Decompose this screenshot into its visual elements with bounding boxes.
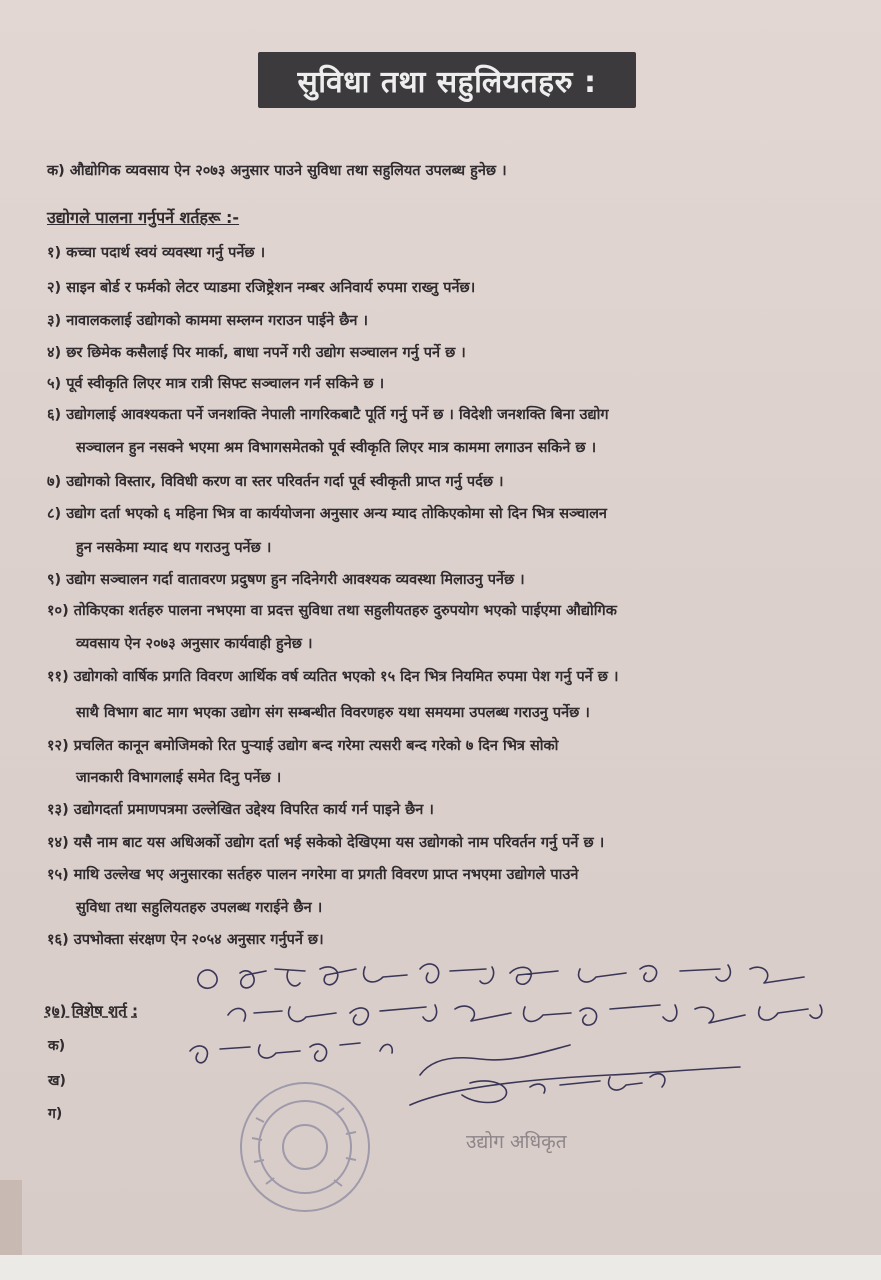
- condition-line: २) साइन बोर्ड र फर्मको लेटर प्याडमा रजिष्ट्रेशन नम्बर अनिवार्य रुपमा राख्नु पर्नेछ।: [47, 280, 476, 296]
- special-conditions-heading: १७) विशेष शर्त :: [44, 1002, 138, 1020]
- condition-line: ८) उद्योग दर्ता भएको ६ महिना भित्र वा कार्ययोजना अनुसार अन्य म्याद तोकिएकोमा सो दिन भित्र सञ्चालन: [47, 506, 607, 522]
- condition-line: ७) उद्योगको विस्तार, विविधी करण वा स्तर परिवर्तन गर्दा पूर्व स्वीकृती प्राप्त गर्नु पर्दछ ।: [47, 474, 504, 490]
- condition-line: ५) पूर्व स्वीकृति लिएर मात्र रात्री सिफ्ट सञ्चालन गर्न सकिने छ ।: [47, 376, 385, 392]
- document-title: सुविधा तथा सहुलियतहरु :: [258, 52, 636, 108]
- office-stamp: [236, 1078, 374, 1216]
- condition-line: १) कच्चा पदार्थ स्वयं व्यवस्था गर्नु पर्नेछ ।: [47, 245, 266, 261]
- condition-line: सुविधा तथा सहुलियतहरु उपलब्ध गराईने छैन ।: [76, 900, 323, 916]
- special-item: क): [48, 1038, 66, 1054]
- condition-line: १३) उद्योगदर्ता प्रमाणपत्रमा उल्लेखित उद्देश्य विपरित कार्य गर्न पाइने छैन ।: [47, 802, 434, 818]
- condition-line: १०) तोकिएका शर्तहरु पालना नभएमा वा प्रदत्त सुविधा तथा सहुलीयतहरु दुरुपयोग भएको पाईएमा औद्योगिक: [47, 603, 617, 619]
- condition-line: ४) छर छिमेक कसैलाई पिर मार्का, बाधा नपर्ने गरी उद्योग सञ्चालन गर्नु पर्ने छ ।: [47, 345, 466, 361]
- condition-line: जानकारी विभागलाई समेत दिनु पर्नेछ ।: [76, 770, 282, 786]
- condition-line: हुन नसकेमा म्याद थप गराउनु पर्नेछ ।: [76, 540, 272, 556]
- special-item: ग): [48, 1106, 63, 1122]
- condition-line: साथै विभाग बाट माग भएका उद्योग संग सम्बन्धीत विवरणहरु यथा समयमा उपलब्ध गराउनु पर्नेछ ।: [76, 705, 590, 721]
- officer-label: उद्योग अधिकृत: [466, 1131, 567, 1153]
- special-item: ख): [48, 1073, 66, 1089]
- condition-line: ११) उद्योगको वार्षिक प्रगति विवरण आर्थिक वर्ष व्यतित भएको १५ दिन भित्र नियमित रुपमा पेश गर्नु पर्ने छ ।: [47, 669, 619, 685]
- conditions-heading: उद्योगले पालना गर्नुपर्ने शर्तहरू :-: [47, 208, 240, 227]
- condition-line: १४) यसै नाम बाट यस अधिअर्को उद्योग दर्ता भई सकेको देखिएमा यस उद्योगको नाम परिवर्तन गर्नु पर्ने छ ।: [47, 835, 605, 851]
- condition-line: ३) नावालकलाई उद्योगको काममा सम्लग्न गराउन पाईने छैन ।: [47, 313, 368, 329]
- condition-line: व्यवसाय ऐन २०७३ अनुसार कार्यवाही हुनेछ ।: [76, 636, 313, 652]
- paper-edge: [0, 1180, 22, 1260]
- condition-line: ६) उद्योगलाई आवश्यकता पर्ने जनशक्ति नेपाली नागरिकबाटै पूर्ति गर्नु पर्ने छ । विदेशी जनशक्ति बिना उद्योग: [47, 407, 609, 423]
- condition-line: १५) माथि उल्लेख भए अनुसारका सर्तहरु पालन नगरेमा वा प्रगती विवरण प्राप्त नभएमा उद्योगले पाउने: [47, 867, 579, 883]
- intro-text: क) औद्योगिक व्यवसाय ऐन २०७३ अनुसार पाउने सुविधा तथा सहुलियत उपलब्ध हुनेछ ।: [47, 163, 507, 179]
- condition-line: ९) उद्योग सञ्चालन गर्दा वातावरण प्रदुषण हुन नदिनेगरी आवश्यक व्यवस्था मिलाउनु पर्नेछ ।: [47, 572, 525, 588]
- condition-line: सञ्चालन हुन नसक्ने भएमा श्रम विभागसमेतको पूर्व स्वीकृति लिएर मात्र काममा लगाउन सकिने छ ।: [76, 440, 597, 456]
- background-surface: [0, 1255, 881, 1280]
- condition-line: १२) प्रचलित कानून बमोजिमको रित पुऱ्याई उद्योग बन्द गरेमा त्यसरी बन्द गरेको ७ दिन भित्र सोको: [47, 738, 559, 754]
- condition-line: १६) उपभोक्ता संरक्षण ऐन २०५४ अनुसार गर्नुपर्ने छ।: [47, 932, 324, 948]
